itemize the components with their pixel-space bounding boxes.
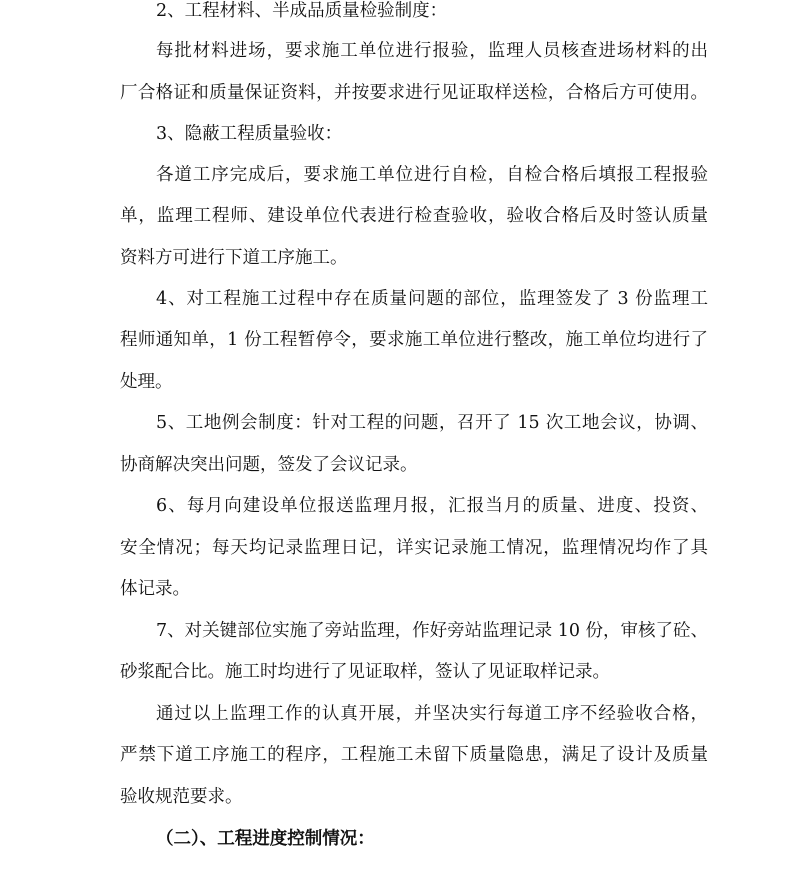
paragraph-line: 处理。 [120, 372, 173, 392]
section-heading-concealed-work: 3、隐蔽工程质量验收： [156, 124, 343, 144]
paragraph-line: 单，监理工程师、建设单位代表进行检查验收，验收合格后及时签认质量 [120, 206, 708, 226]
section-heading-material-inspection: 2、工程材料、半成品质量检验制度： [156, 1, 448, 21]
paragraph-line: 资料方可进行下道工序施工。 [120, 248, 348, 268]
paragraph-line: 砂浆配合比。施工时均进行了见证取样，签认了见证取样记录。 [120, 662, 610, 682]
paragraph-line: 厂合格证和质量保证资料，并按要求进行见证取样送检，合格后方可使用。 [120, 83, 708, 103]
paragraph-line: 安全情况；每天均记录监理日记，详实记录施工情况，监理情况均作了具 [120, 538, 708, 558]
paragraph-line: 程师通知单，1 份工程暂停令，要求施工单位进行整改，施工单位均进行了 [120, 330, 708, 350]
paragraph-line: 验收规范要求。 [120, 787, 243, 807]
paragraph-line: 4、对工程施工过程中存在质量问题的部位，监理签发了 3 份监理工 [156, 289, 708, 309]
paragraph-line: 每批材料进场，要求施工单位进行报验，监理人员核查进场材料的出 [156, 41, 708, 61]
paragraph-line: 严禁下道工序施工的程序，工程施工未留下质量隐患，满足了设计及质量 [120, 745, 708, 765]
paragraph-line: 通过以上监理工作的认真开展，并坚决实行每道工序不经验收合格， [156, 704, 708, 724]
paragraph-line: 7、对关键部位实施了旁站监理，作好旁站监理记录 10 份，审核了砼、 [156, 621, 708, 641]
section-heading-progress-control: （二）、工程进度控制情况： [156, 829, 375, 849]
paragraph-line: 5、工地例会制度：针对工程的问题，召开了 15 次工地会议，协调、 [156, 413, 708, 433]
paragraph-line: 体记录。 [120, 579, 190, 599]
paragraph-line: 6、每月向建设单位报送监理月报，汇报当月的质量、进度、投资、 [156, 496, 708, 516]
paragraph-line: 各道工序完成后，要求施工单位进行自检，自检合格后填报工程报验 [156, 165, 708, 185]
paragraph-line: 协商解决突出问题，签发了会议记录。 [120, 455, 418, 475]
